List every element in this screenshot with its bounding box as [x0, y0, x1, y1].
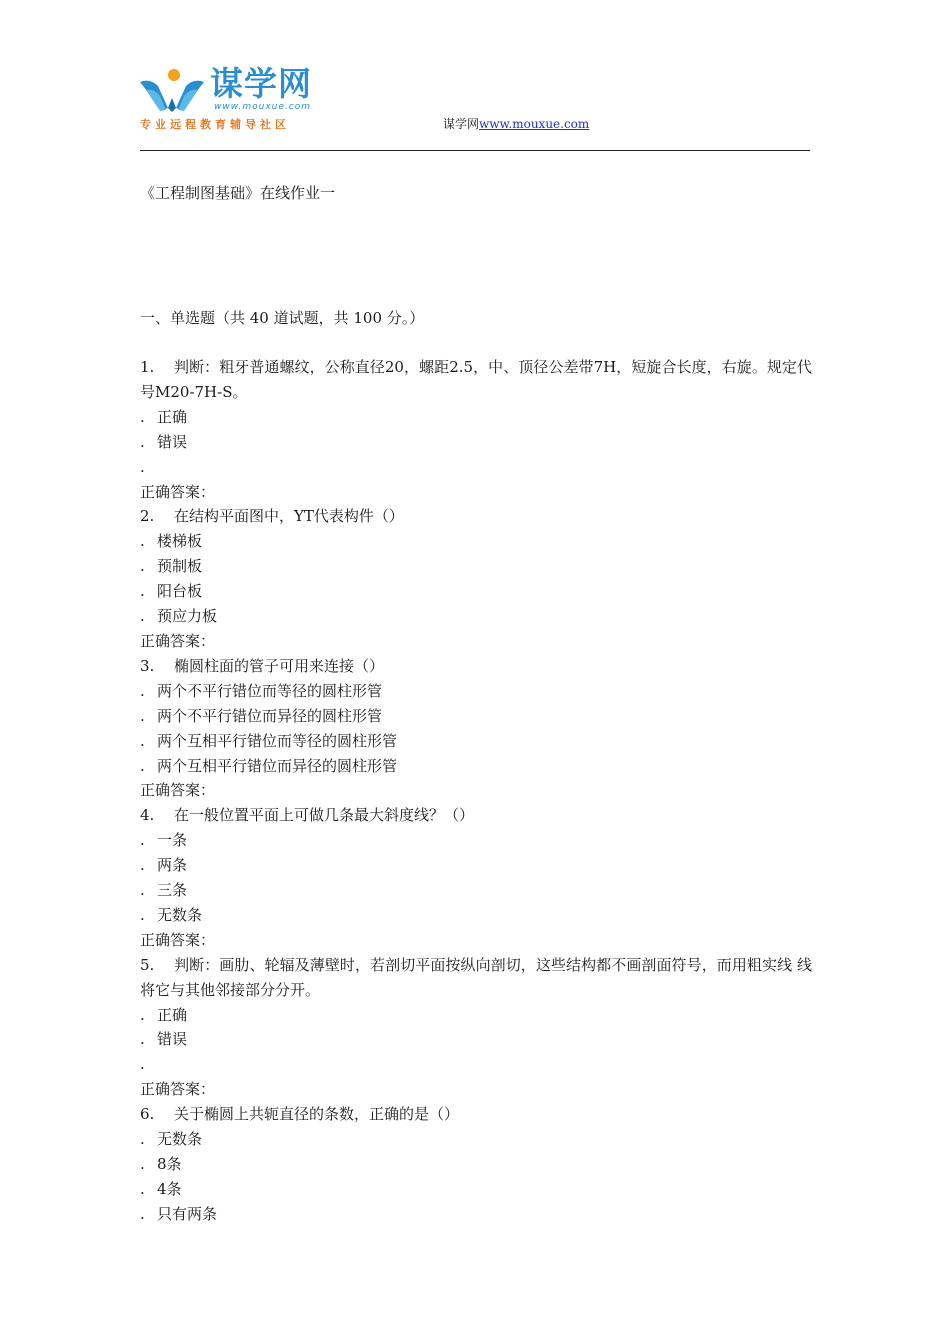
answer-option[interactable] — [140, 828, 812, 853]
option-text: 楼梯板 — [157, 532, 203, 551]
option-text: 两个不平行错位而异径的圆柱形管 — [157, 706, 383, 725]
answer-option[interactable] — [140, 903, 812, 928]
option-marker: . — [140, 905, 145, 924]
option-marker: . — [140, 1179, 145, 1198]
option-marker: . — [140, 607, 145, 626]
question-body: 判断：画肋、轮辐及薄壁时，若剖切平面按纵向剖切，这些结构都不画剖面符号，而用粗实线 线将它与其他邻接部分分开。 — [140, 955, 812, 999]
option-text: 预制板 — [157, 557, 203, 576]
option-marker: . — [140, 407, 145, 426]
question-body: 在一般位置平面上可做几条最大斜度线？（） — [174, 806, 475, 825]
option-marker: . — [140, 731, 145, 750]
option-marker: . — [140, 557, 145, 576]
option-marker: . — [140, 1005, 145, 1024]
site-reference — [443, 115, 589, 132]
option-text: 两个互相平行错位而异径的圆柱形管 — [157, 756, 398, 775]
question-number: 5. — [140, 955, 155, 974]
option-marker: . — [140, 831, 145, 850]
answer-option[interactable] — [140, 1052, 812, 1077]
question-item — [140, 1102, 812, 1227]
option-text: 正确 — [157, 1005, 188, 1024]
question-body: 关于椭圆上共轭直径的条数，正确的是（） — [174, 1105, 460, 1124]
option-marker: . — [140, 706, 145, 725]
option-marker: . — [140, 457, 145, 476]
option-marker: . — [140, 881, 145, 900]
answer-option[interactable] — [140, 1202, 812, 1227]
answer-option[interactable] — [140, 1003, 812, 1028]
option-text: 两个不平行错位而等径的圆柱形管 — [157, 681, 383, 700]
option-marker: . — [140, 1030, 145, 1049]
question-item — [140, 654, 812, 803]
question-number: 2. — [140, 507, 155, 526]
answer-label: 正确答案： — [140, 930, 216, 949]
answer-label: 正确答案： — [140, 1080, 216, 1099]
site-logo — [138, 62, 338, 132]
answer-label: 正确答案： — [140, 482, 216, 501]
answer-label: 正确答案： — [140, 631, 216, 650]
answer-option[interactable] — [140, 405, 812, 430]
option-text: 正确 — [157, 407, 188, 426]
answer-option[interactable] — [140, 754, 812, 779]
question-number: 3. — [140, 656, 155, 675]
answer-option[interactable] — [140, 1127, 812, 1152]
option-text: 错误 — [157, 1030, 188, 1049]
answer-option[interactable] — [140, 1177, 812, 1202]
option-marker: . — [140, 1204, 145, 1223]
option-marker: . — [140, 582, 145, 601]
question-text — [140, 953, 812, 1003]
brand-url: www.mouxue.com — [214, 102, 311, 112]
document-title: 《工程制图基础》在线作业一 — [140, 184, 336, 202]
question-item — [140, 504, 812, 653]
option-text: 只有两条 — [157, 1204, 218, 1223]
question-item — [140, 953, 812, 1102]
answer-option[interactable] — [140, 878, 812, 903]
option-text: 预应力板 — [157, 607, 218, 626]
option-marker: . — [140, 532, 145, 551]
answer-option[interactable] — [140, 554, 812, 579]
answer-option[interactable] — [140, 704, 812, 729]
question-text — [140, 355, 812, 405]
site-link[interactable]: www.mouxue.com — [479, 117, 590, 131]
answer-option[interactable] — [140, 729, 812, 754]
answer-option[interactable] — [140, 455, 812, 480]
header-divider — [140, 150, 810, 151]
question-number: 6. — [140, 1105, 155, 1124]
option-text: 三条 — [157, 881, 188, 900]
option-text: 两个互相平行错位而等径的圆柱形管 — [157, 731, 398, 750]
question-item — [140, 803, 812, 952]
option-marker: . — [140, 756, 145, 775]
book-logo-icon — [138, 68, 206, 114]
question-body: 在结构平面图中，YT代表构件（） — [174, 507, 404, 526]
question-text — [140, 654, 812, 679]
option-text: 两条 — [157, 856, 188, 875]
option-text: 错误 — [157, 432, 188, 451]
answer-option[interactable] — [140, 529, 812, 554]
brand-slogan: 专业远程教育辅导社区 — [140, 118, 290, 131]
question-text — [140, 1102, 812, 1127]
answer-option[interactable] — [140, 853, 812, 878]
option-marker: . — [140, 681, 145, 700]
option-text: 一条 — [157, 831, 188, 850]
question-item — [140, 355, 812, 504]
answer-option[interactable] — [140, 579, 812, 604]
answer-option[interactable] — [140, 430, 812, 455]
option-marker: . — [140, 1155, 145, 1173]
option-text: 8条 — [157, 1155, 182, 1173]
question-body: 椭圆柱面的管子可用来连接（） — [174, 656, 385, 675]
question-body: 判断：粗牙普通螺纹，公称直径20，螺距2.5，中、顶径公差带7H，短旋合长度，右旋。规定代号M20-7H-S。 — [140, 358, 812, 401]
option-text: 无数条 — [157, 1130, 203, 1149]
answer-option[interactable] — [140, 604, 812, 629]
question-text — [140, 504, 812, 529]
answer-label: 正确答案： — [140, 781, 216, 800]
answer-option[interactable] — [140, 1027, 812, 1052]
question-number: 1. — [140, 358, 155, 376]
option-marker: . — [140, 1055, 145, 1074]
option-text: 无数条 — [157, 905, 203, 924]
question-list — [140, 355, 812, 1227]
question-text — [140, 803, 812, 828]
answer-option[interactable] — [140, 1152, 812, 1177]
site-label: 谋学网 — [443, 117, 480, 131]
option-marker: . — [140, 856, 145, 875]
option-text: 4条 — [157, 1179, 182, 1198]
question-number: 4. — [140, 806, 155, 825]
answer-option[interactable] — [140, 679, 812, 704]
option-marker: . — [140, 432, 145, 451]
section-heading: 一、单选题（共 40 道试题，共 100 分。） — [140, 309, 425, 327]
option-text: 阳台板 — [157, 582, 203, 601]
option-marker: . — [140, 1130, 145, 1149]
brand-name: 谋学网 — [210, 64, 312, 103]
